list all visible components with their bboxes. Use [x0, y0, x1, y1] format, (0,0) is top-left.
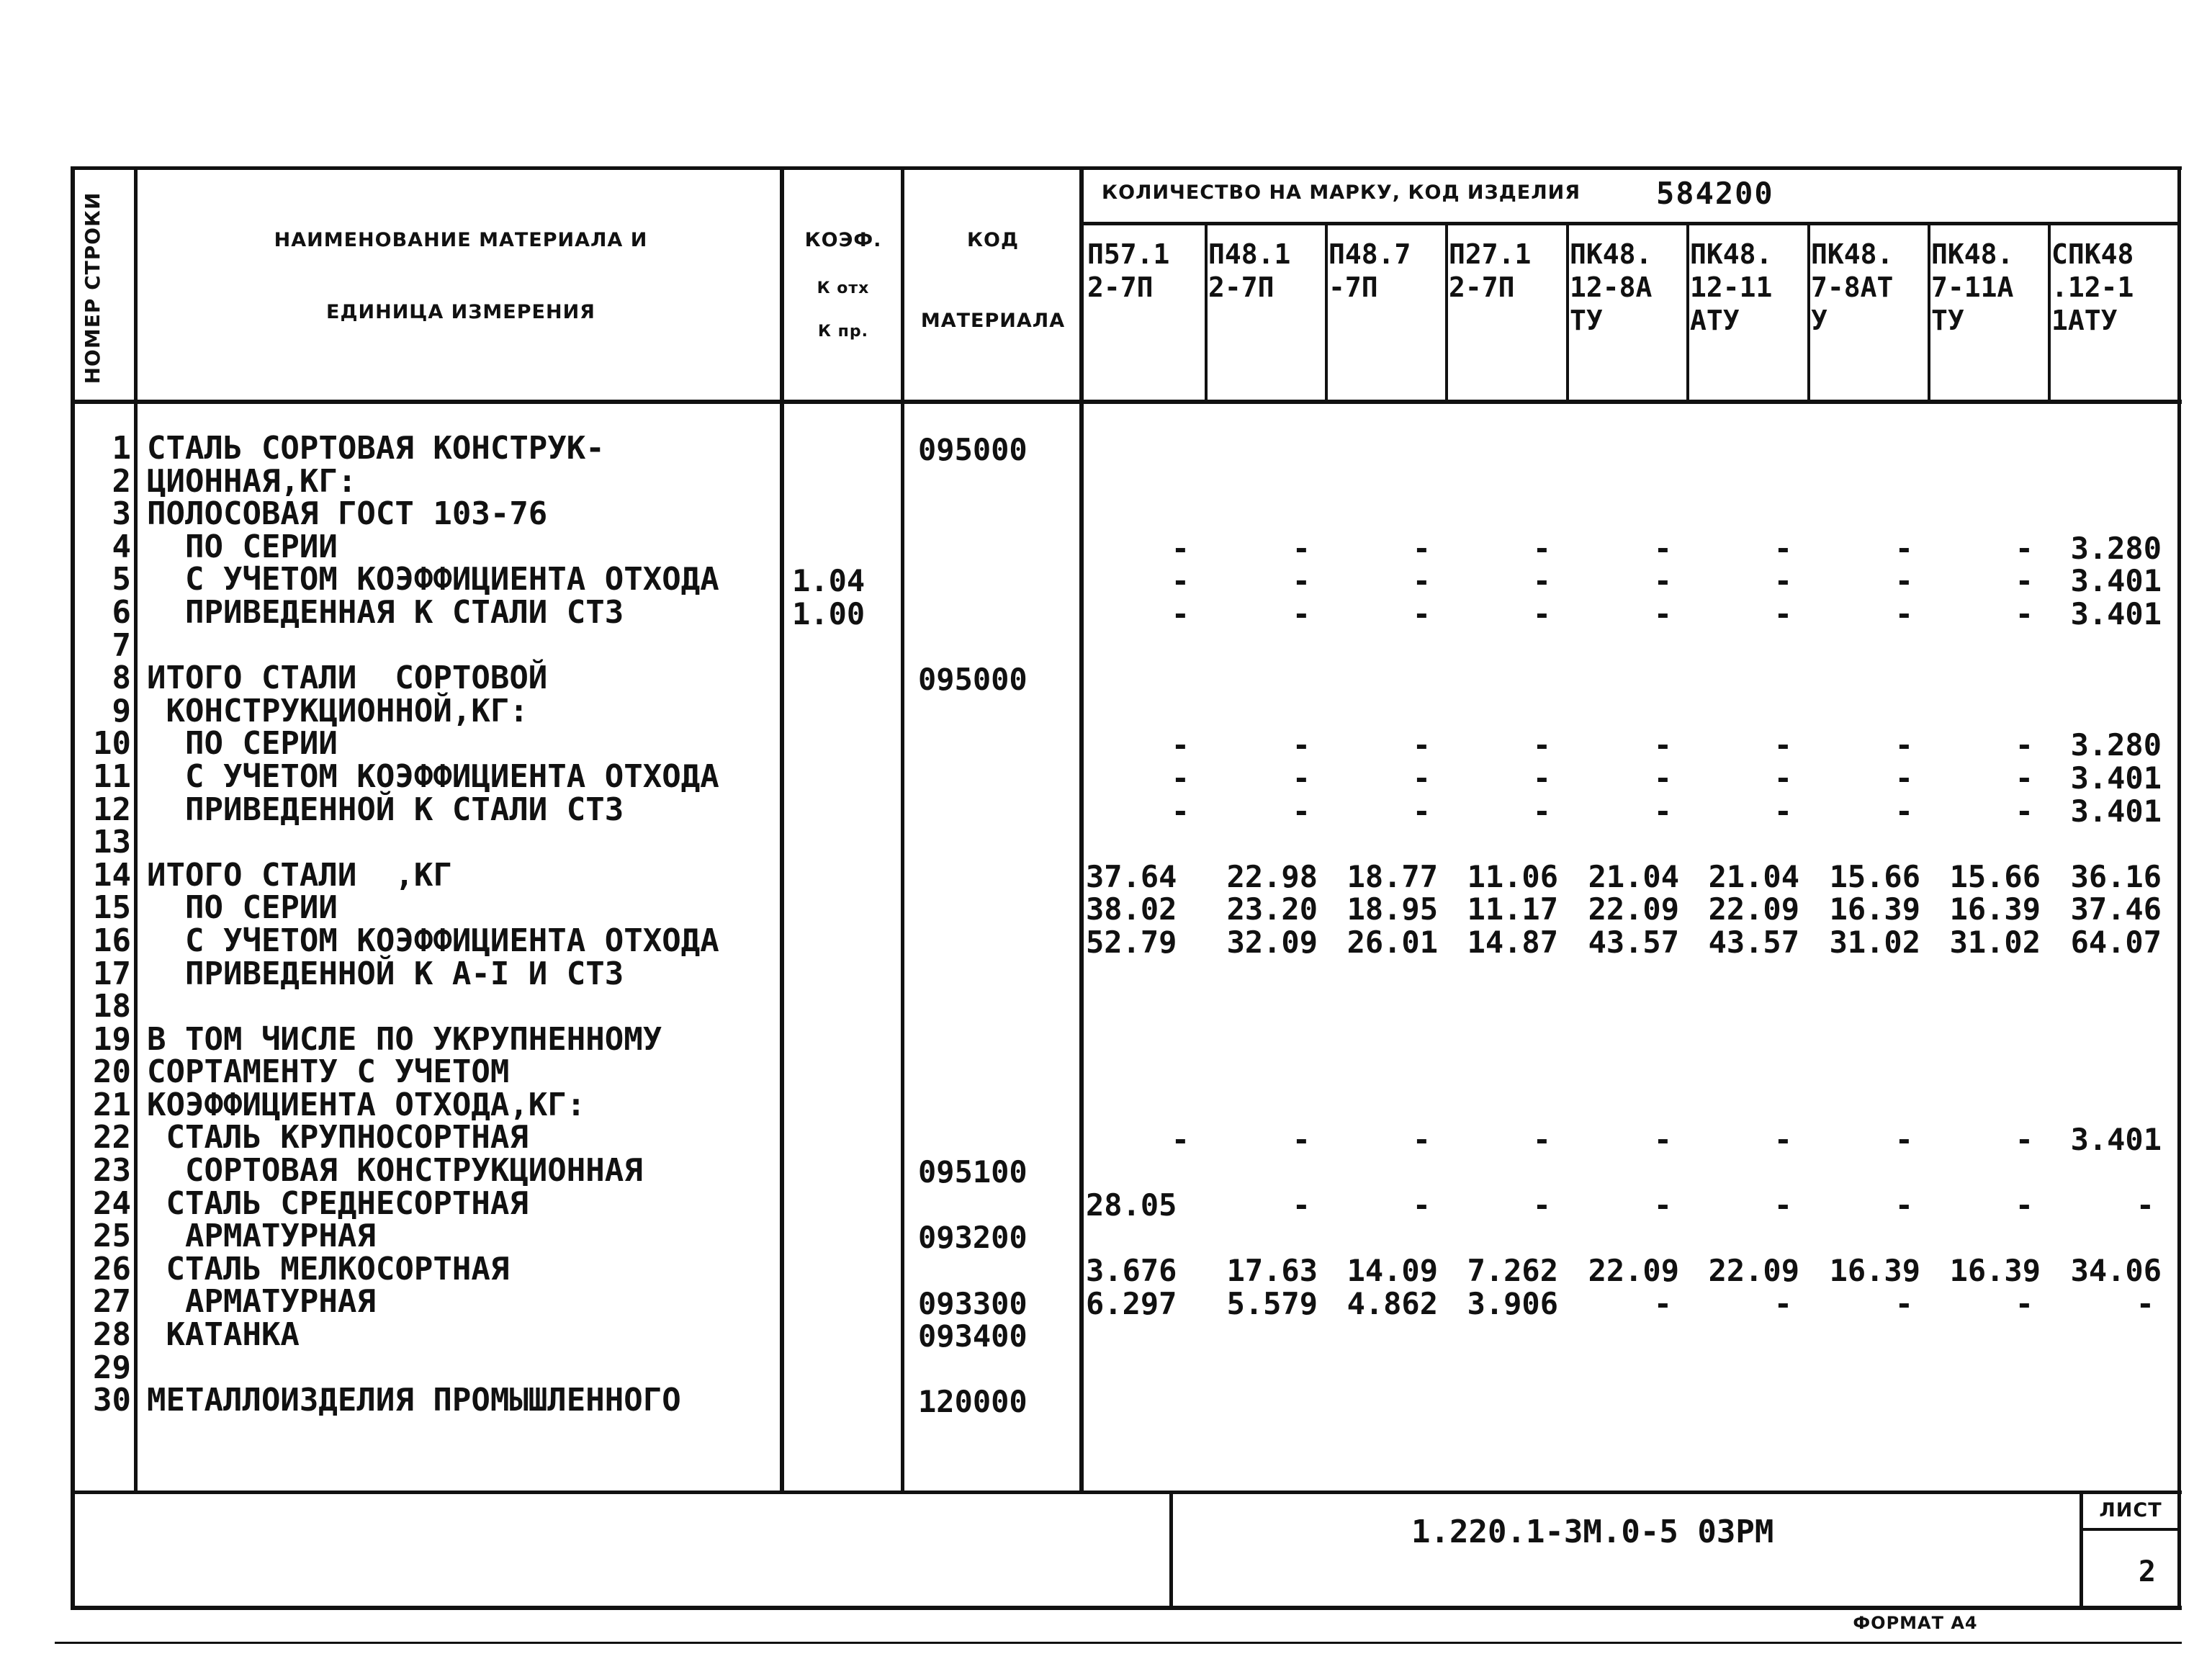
table-cell: -	[1653, 760, 1672, 796]
table-cell: 3.401	[2070, 1121, 2162, 1157]
table-cell: -	[2015, 1187, 2033, 1223]
table-cell: -	[2015, 563, 2033, 599]
coef-header-line1: КОЭФ.	[804, 229, 882, 251]
product-column-header: П48.7 -7П	[1328, 238, 1411, 303]
table-cell: -	[1171, 530, 1190, 566]
table-cell: -	[1292, 793, 1310, 829]
table-cell: -	[2015, 530, 2033, 566]
material-code: 093300	[918, 1285, 1028, 1321]
table-cell: 43.57	[1708, 925, 1799, 960]
table-cell: 22.09	[1588, 891, 1679, 927]
material-code: 095100	[918, 1154, 1028, 1190]
product-column-header: П27.1 2-7П	[1449, 238, 1532, 303]
table-cell: 18.77	[1346, 858, 1438, 894]
table-cell: 11.06	[1467, 858, 1558, 894]
table-cell: 31.02	[1829, 925, 1920, 960]
product-column-header: ПК48. 12-8А ТУ	[1570, 238, 1653, 336]
table-cell: -	[1894, 563, 1913, 599]
table-cell: -	[1412, 727, 1431, 763]
product-column-header: П57.1 2-7П	[1087, 238, 1170, 303]
table-cell: 16.39	[1829, 891, 1920, 927]
table-cell: -	[1171, 563, 1190, 599]
table-cell: -	[1894, 1187, 1913, 1223]
table-cell: 37.64	[1086, 858, 1177, 894]
table-cell: -	[1894, 760, 1913, 796]
table-cell: -	[1653, 1187, 1672, 1223]
table-cell: -	[1412, 530, 1431, 566]
table-cell: 34.06	[2070, 1253, 2162, 1288]
col-sep-coef	[901, 166, 904, 1493]
table-cell: -	[2015, 1285, 2033, 1321]
table-cell: 22.98	[1226, 858, 1318, 894]
table-cell: 3.676	[1086, 1253, 1177, 1288]
table-cell: -	[1292, 727, 1310, 763]
table-cell: -	[1171, 596, 1190, 631]
table-cell: 16.39	[1949, 1253, 2041, 1288]
table-cell: -	[1894, 793, 1913, 829]
table-cell: -	[1653, 1121, 1672, 1157]
table-cell: -	[2015, 793, 2033, 829]
format-label: ФОРМАТ А4	[1853, 1613, 1978, 1633]
qcol-sep-1	[1205, 223, 1208, 403]
table-cell: 28.05	[1086, 1187, 1177, 1223]
table-cell: -	[1171, 727, 1190, 763]
table-cell: -	[2136, 1285, 2154, 1321]
table-cell: 64.07	[2070, 925, 2162, 960]
table-cell: 23.20	[1226, 891, 1318, 927]
sheet-number: 2	[2138, 1555, 2156, 1588]
table-cell: -	[1171, 793, 1190, 829]
table-cell: -	[1773, 793, 1792, 829]
frame-bottom-border	[71, 1606, 2182, 1610]
table-cell: 7.262	[1467, 1253, 1558, 1288]
qcol-sep-5	[1686, 223, 1689, 403]
table-cell: 22.09	[1708, 1253, 1799, 1288]
table-cell: -	[1653, 727, 1672, 763]
qcol-sep-6	[1807, 223, 1810, 403]
table-cell: -	[1532, 793, 1551, 829]
table-cell: -	[1773, 563, 1792, 599]
product-column-header: ПК48. 12-11 АТУ	[1690, 238, 1773, 336]
product-column-header: ПК48. 7-11А ТУ	[1931, 238, 2014, 336]
table-cell: 16.39	[1949, 891, 2041, 927]
table-cell: -	[2015, 760, 2033, 796]
table-cell: 22.09	[1588, 1253, 1679, 1288]
table-cell: 14.87	[1467, 925, 1558, 960]
product-column-header: П48.1 2-7П	[1208, 238, 1291, 303]
table-cell: 6.297	[1086, 1285, 1177, 1321]
table-cell: 3.401	[2070, 596, 2162, 631]
table-cell: -	[1894, 727, 1913, 763]
table-cell: -	[1532, 1121, 1551, 1157]
qcol-sep-4	[1566, 223, 1569, 403]
table-cell: -	[1532, 563, 1551, 599]
table-cell: -	[1532, 760, 1551, 796]
table-cell: -	[1171, 1121, 1190, 1157]
qcol-sep-7	[1928, 223, 1930, 403]
table-cell: 16.39	[1829, 1253, 1920, 1288]
qcol-sep-3	[1445, 223, 1448, 403]
qcol-sep-2	[1325, 223, 1328, 403]
material-code: 093400	[918, 1318, 1028, 1354]
product-column-header: ПК48. 7-8АТ У	[1811, 238, 1894, 336]
material-name-column: СТАЛЬ СОРТОВАЯ КОНСТРУК- ЦИОННАЯ,КГ: ПОЛОСОВАЯ ГОСТ 103-76 ПО СЕРИИ С УЧЕТОМ КОЭФФИЦИЕНТА ОТХОДА ПРИВЕДЕННАЯ К СТАЛИ СТ3 ИТОГО СТАЛИ СОРТОВОЙ КОНСТРУКЦИОННОЙ,КГ: ПО СЕРИИ С УЧЕТОМ КОЭФФИЦИЕНТА ОТХОДА ПРИВЕДЕННОЙ К СТАЛИ СТ3 ИТОГО СТАЛИ ,КГ ПО СЕРИИ С УЧЕТОМ КОЭФФИЦИЕНТА ОТХОДА ПРИВЕДЕННОЙ К А-I И СТ3 В ТОМ ЧИСЛЕ ПО УКРУПНЕННОМУ СОРТАМЕНТУ С УЧЕТОМ КОЭФФИЦИЕНТА ОТХОДА,КГ: СТАЛЬ КРУПНОСОРТНАЯ СОРТОВАЯ КОНСТРУКЦИОННАЯ СТАЛЬ СРЕДНЕСОРТНАЯ АРМАТУРНАЯ СТАЛЬ МЕЛКОСОРТНАЯ АРМАТУРНАЯ КАТАНКА МЕТАЛЛОИЗДЕЛИЯ ПРОМЫШЛЕННОГО	[147, 430, 719, 1419]
table-cell: 37.46	[2070, 891, 2162, 927]
coef-header-line2: К отх	[817, 279, 870, 297]
table-cell: -	[1894, 1285, 1913, 1321]
material-name-header-line1: НАИМЕНОВАНИЕ МАТЕРИАЛА И	[274, 229, 648, 251]
sheet-label: ЛИСТ	[2099, 1499, 2162, 1521]
table-cell: 22.09	[1708, 891, 1799, 927]
table-cell: -	[1653, 596, 1672, 631]
table-cell: -	[1773, 1285, 1792, 1321]
table-cell: -	[1412, 793, 1431, 829]
table-cell: -	[1653, 793, 1672, 829]
table-cell: 38.02	[1086, 891, 1177, 927]
col-sep-name	[780, 166, 784, 1493]
product-column-header: СПК48 .12-1 1АТУ	[2051, 238, 2134, 336]
table-cell: 15.66	[1949, 858, 2041, 894]
bottom-rule	[55, 1642, 2182, 1644]
table-cell: 14.09	[1346, 1253, 1438, 1288]
document-code: 1.220.1-3М.0-5 03РМ	[1411, 1514, 1774, 1550]
row-number-column: 1 2 3 4 5 6 7 8 9 10 11 12 13 14 15 16 17 18 19 20 21 22 23 24 25 26 27 28 29 30	[93, 430, 131, 1419]
table-cell: -	[1653, 1285, 1672, 1321]
col-sep-rownum	[134, 166, 138, 1493]
table-cell: -	[1292, 530, 1310, 566]
material-code: 120000	[918, 1384, 1028, 1420]
table-cell: 52.79	[1086, 925, 1177, 960]
quantity-subheader-line	[1082, 222, 2181, 225]
table-cell: 3.401	[2070, 563, 2162, 599]
table-cell: -	[1773, 530, 1792, 566]
table-cell: -	[1773, 727, 1792, 763]
table-cell: 36.16	[2070, 858, 2162, 894]
table-cell: 4.862	[1346, 1285, 1438, 1321]
table-cell: -	[1292, 1121, 1310, 1157]
coefficient-value: 1.04	[792, 563, 866, 599]
table-cell: 11.17	[1467, 891, 1558, 927]
table-cell: -	[1773, 1121, 1792, 1157]
table-cell: 5.579	[1226, 1285, 1318, 1321]
table-cell: -	[2015, 596, 2033, 631]
material-code: 095000	[918, 662, 1028, 698]
frame-right-border	[2177, 166, 2181, 1609]
qcol-sep-8	[2048, 223, 2051, 403]
material-name-header-line2: ЕДИНИЦА ИЗМЕРЕНИЯ	[326, 301, 595, 323]
table-cell: 3.280	[2070, 530, 2162, 566]
frame-top-border	[71, 166, 2182, 170]
table-cell: 21.04	[1588, 858, 1679, 894]
sheet-box-left	[2080, 1492, 2083, 1607]
table-cell: -	[1412, 596, 1431, 631]
table-cell: -	[2136, 1187, 2154, 1223]
table-cell: 18.95	[1346, 891, 1438, 927]
table-cell: -	[1412, 760, 1431, 796]
table-cell: -	[1894, 1121, 1913, 1157]
col-sep-code	[1079, 166, 1084, 1493]
table-cell: -	[1894, 596, 1913, 631]
table-cell: 3.401	[2070, 760, 2162, 796]
table-cell: -	[1532, 1187, 1551, 1223]
material-code: 093200	[918, 1220, 1028, 1256]
coefficient-value: 1.00	[792, 596, 866, 631]
table-cell: -	[1773, 596, 1792, 631]
coef-header-line3: К пр.	[818, 323, 868, 341]
table-cell: 31.02	[1949, 925, 2041, 960]
table-cell: 43.57	[1588, 925, 1679, 960]
table-cell: -	[1532, 596, 1551, 631]
table-cell: -	[2015, 1121, 2033, 1157]
code-header-line1: КОД	[966, 229, 1020, 251]
table-cell: -	[1773, 1187, 1792, 1223]
table-cell: -	[1412, 1121, 1431, 1157]
table-cell: 3.280	[2070, 727, 2162, 763]
sheet-box-mid	[2080, 1528, 2180, 1531]
row-number-header: НОМЕР СТРОКИ	[81, 192, 104, 385]
table-cell: 3.401	[2070, 793, 2162, 829]
table-cell: -	[1412, 563, 1431, 599]
table-cell: -	[1412, 1187, 1431, 1223]
table-cell: -	[1532, 530, 1551, 566]
table-cell: -	[1292, 1187, 1310, 1223]
table-cell: -	[2015, 727, 2033, 763]
material-code: 095000	[918, 432, 1028, 467]
header-bottom-line	[71, 400, 2182, 404]
table-cell: 21.04	[1708, 858, 1799, 894]
code-header-line2: МАТЕРИАЛА	[920, 310, 1066, 332]
table-cell: -	[1292, 596, 1310, 631]
table-cell: -	[1171, 760, 1190, 796]
table-cell: 3.906	[1467, 1285, 1558, 1321]
table-cell: -	[1653, 563, 1672, 599]
table-bottom-line	[71, 1491, 2182, 1494]
table-cell: 15.66	[1829, 858, 1920, 894]
table-cell: -	[1292, 760, 1310, 796]
product-code: 584200	[1656, 176, 1774, 211]
table-cell: 32.09	[1226, 925, 1318, 960]
footer-divider	[1169, 1492, 1173, 1607]
quantity-header-label: КОЛИЧЕСТВО НА МАРКУ, КОД ИЗДЕЛИЯ	[1102, 181, 1581, 204]
table-cell: -	[1532, 727, 1551, 763]
table-cell: -	[1653, 530, 1672, 566]
table-cell: -	[1292, 563, 1310, 599]
table-cell: -	[1894, 530, 1913, 566]
table-cell: 17.63	[1226, 1253, 1318, 1288]
table-cell: 26.01	[1346, 925, 1438, 960]
table-cell: -	[1773, 760, 1792, 796]
